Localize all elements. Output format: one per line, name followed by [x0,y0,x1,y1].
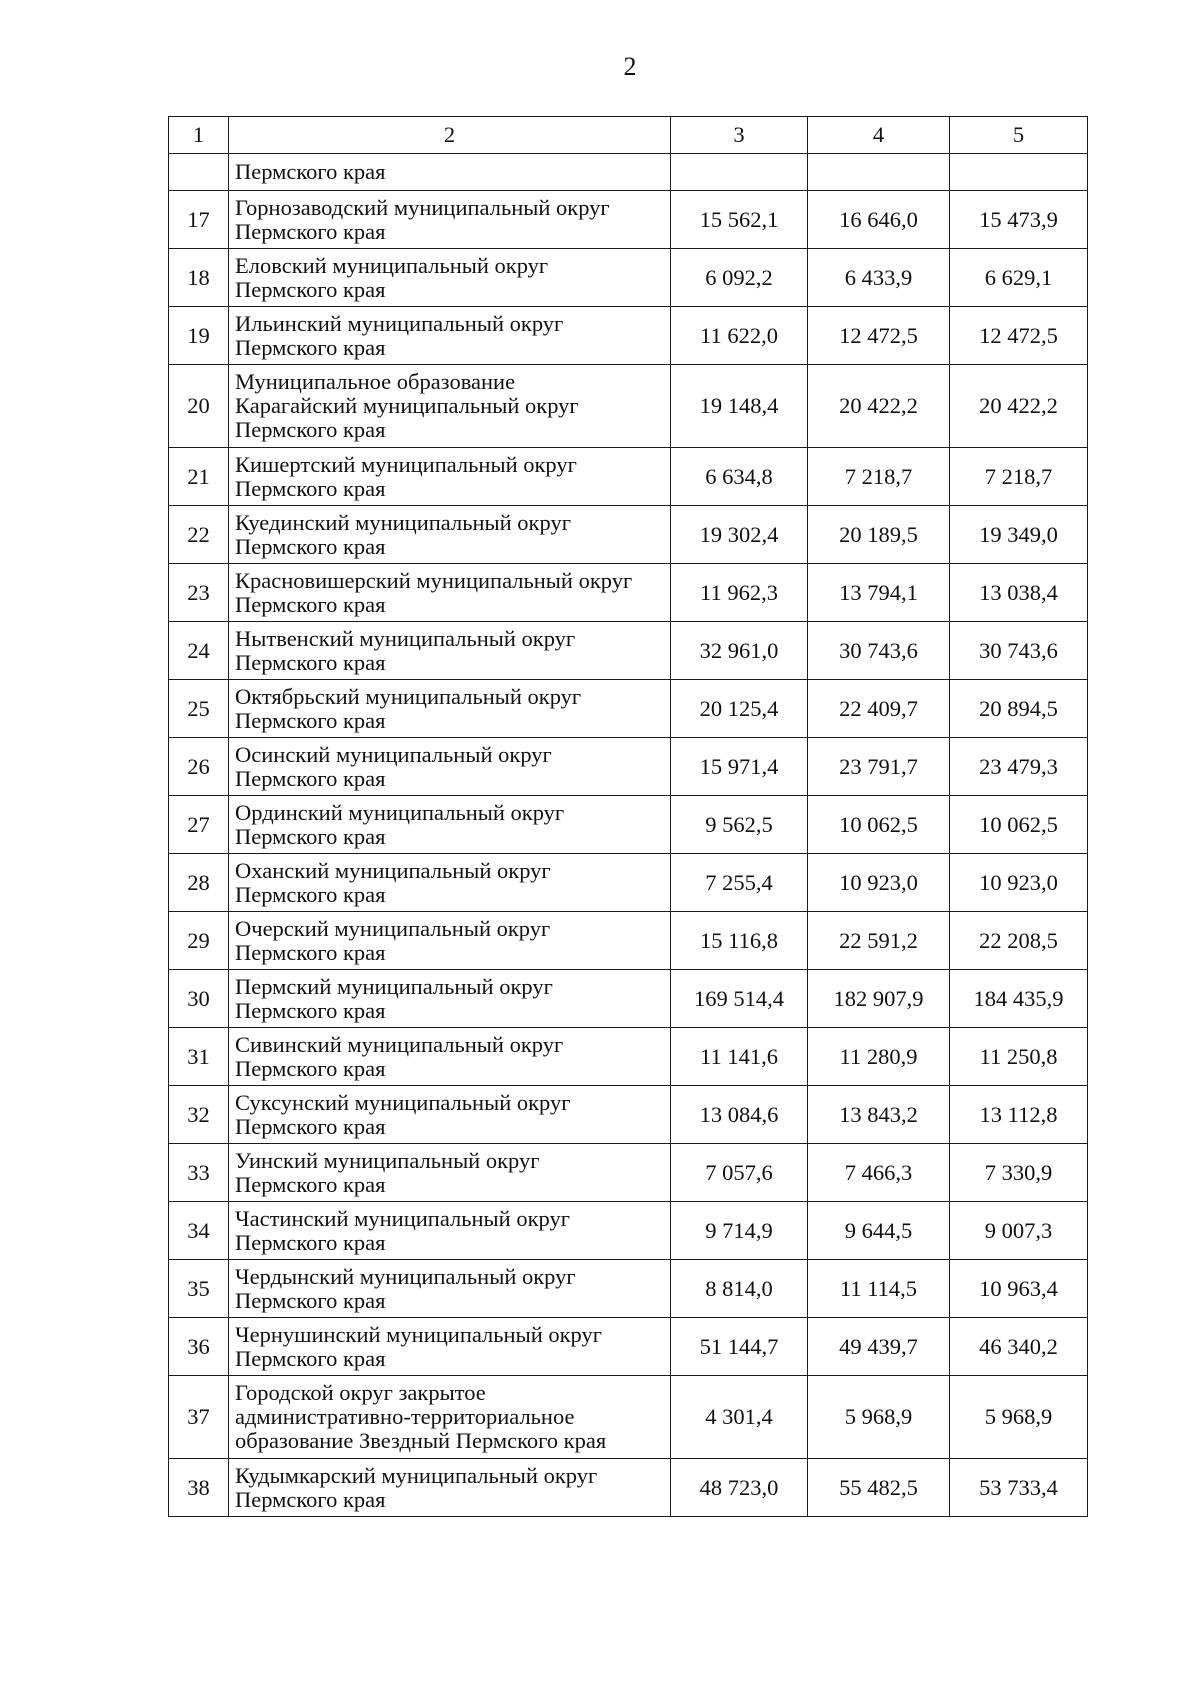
municipality-name-line: Октябрьский муниципальный округ [235,683,582,709]
municipality-name-line: Чернушинский муниципальный округ [235,1321,602,1347]
municipality-name-line: Пермского края [235,649,386,675]
table-row [169,1459,1088,1517]
row-number: 33 [169,1144,229,1202]
value-col-3: 11 141,6 [671,1028,808,1086]
value-col-5: 23 479,3 [950,738,1088,796]
value-col-5: 13 112,8 [950,1086,1088,1144]
municipality-name-line: административно-территориальное [235,1404,575,1429]
row-number: 29 [169,912,229,970]
municipality-name [229,912,671,970]
municipality-name [229,680,671,738]
municipality-name [229,249,671,307]
municipality-name-line: Суксунский муниципальный округ [235,1089,571,1115]
municipality-name-line: Пермского края [235,1486,386,1512]
row-number: 36 [169,1318,229,1376]
value-col-4: 13 843,2 [808,1086,950,1144]
municipality-name-line: Горнозаводский муниципальный округ [235,194,610,220]
value-col-4: 13 794,1 [808,564,950,622]
row-number: 19 [169,307,229,365]
column-header-1: 1 [169,117,229,154]
value-col-3: 6 634,8 [671,448,808,506]
table-row [169,854,1088,912]
municipality-name-line: Еловский муниципальный округ [235,252,549,278]
municipality-name-line: Пермского края [235,1171,386,1197]
value-col-4: 7 466,3 [808,1144,950,1202]
value-col-5: 184 435,9 [950,970,1088,1028]
table-row [169,448,1088,506]
value-col-4: 30 743,6 [808,622,950,680]
municipality-name-line: Пермского края [235,1345,386,1371]
value-col-4: 12 472,5 [808,307,950,365]
table-row [169,796,1088,854]
table-row [169,680,1088,738]
value-col-3: 48 723,0 [671,1459,808,1517]
table-row [169,307,1088,365]
value-col-5: 10 062,5 [950,796,1088,854]
value-col-4: 9 644,5 [808,1202,950,1260]
municipality-name: Пермского края [229,154,671,191]
municipality-name-line: Пермского края [235,475,386,501]
row-number: 38 [169,1459,229,1517]
value-col-4: 16 646,0 [808,191,950,249]
column-header-5: 5 [950,117,1088,154]
table-row [169,912,1088,970]
municipality-name-line: Оханский муниципальный округ [235,857,551,883]
municipality-name [229,622,671,680]
municipality-name-line: Пермский муниципальный округ [235,973,553,999]
table-row [169,249,1088,307]
value-col-3: 20 125,4 [671,680,808,738]
value-col-5: 22 208,5 [950,912,1088,970]
municipality-name-line: Очерский муниципальный округ [235,915,551,941]
table-row [169,365,1088,448]
value-col-4: 22 409,7 [808,680,950,738]
municipality-name-line: образование Звездный Пермского края [235,1428,607,1453]
municipality-name-line: Уинский муниципальный округ [235,1147,540,1173]
municipality-name-line: Кишертский муниципальный округ [235,451,577,477]
column-header-4: 4 [808,117,950,154]
table-row [169,1028,1088,1086]
row-number: 31 [169,1028,229,1086]
table-body [169,154,1088,1517]
row-number: 34 [169,1202,229,1260]
municipality-name-line: Кудымкарский муниципальный округ [235,1462,598,1488]
table-header [169,117,1088,154]
table-row [169,622,1088,680]
municipality-name-line: Нытвенский муниципальный округ [235,625,576,651]
value-col-4: 7 218,7 [808,448,950,506]
value-col-5: 12 472,5 [950,307,1088,365]
municipality-name-line: Пермского края [235,276,386,302]
value-col-3: 6 092,2 [671,249,808,307]
value-col-3: 11 962,3 [671,564,808,622]
value-col-3: 19 302,4 [671,506,808,564]
table-row [169,1086,1088,1144]
row-number: 28 [169,854,229,912]
row-number: 23 [169,564,229,622]
row-number: 21 [169,448,229,506]
municipality-name [229,564,671,622]
column-header-2: 2 [229,117,671,154]
value-col-4: 5 968,9 [808,1376,950,1459]
column-header-3: 3 [671,117,808,154]
value-col-5: 10 923,0 [950,854,1088,912]
table-row [169,1318,1088,1376]
value-col-5: 53 733,4 [950,1459,1088,1517]
value-col-3: 4 301,4 [671,1376,808,1459]
value-col-5: 6 629,1 [950,249,1088,307]
row-number: 17 [169,191,229,249]
municipality-name-line: Пермского края [235,334,386,360]
municipality-name-line: Пермского края [235,765,386,791]
municipality-name [229,1144,671,1202]
value-col-4: 22 591,2 [808,912,950,970]
municipality-name [229,854,671,912]
value-col-5: 19 349,0 [950,506,1088,564]
row-number: 27 [169,796,229,854]
table-row [169,1202,1088,1260]
value-col-5: 30 743,6 [950,622,1088,680]
table-row [169,564,1088,622]
municipality-name [229,970,671,1028]
row-number: 35 [169,1260,229,1318]
municipality-name [229,448,671,506]
table-row [169,1144,1088,1202]
row-number: 18 [169,249,229,307]
municipality-name [229,1318,671,1376]
value-col-5: 20 422,2 [950,365,1088,448]
municipality-name-line: Частинский муниципальный округ [235,1205,570,1231]
municipality-name [229,1028,671,1086]
row-number: 22 [169,506,229,564]
table-row [169,1376,1088,1459]
value-col-5: 5 968,9 [950,1376,1088,1459]
municipality-name [229,1459,671,1517]
municipality-name-line: Пермского края [235,939,386,965]
page-number: 2 [623,52,637,81]
value-col-5: 9 007,3 [950,1202,1088,1260]
value-col-4: 182 907,9 [808,970,950,1028]
table-row [169,191,1088,249]
municipality-name [229,738,671,796]
table-row [169,506,1088,564]
value-col-4: 11 280,9 [808,1028,950,1086]
row-number: 32 [169,1086,229,1144]
value-col-5: 46 340,2 [950,1318,1088,1376]
value-col-4: 10 062,5 [808,796,950,854]
value-col-5: 11 250,8 [950,1028,1088,1086]
municipality-name-line: Ильинский муниципальный округ [235,310,564,336]
value-col-5: 13 038,4 [950,564,1088,622]
budget-table [168,116,1088,1517]
row-number: 37 [169,1376,229,1459]
value-col-3: 9 562,5 [671,796,808,854]
value-col-4: 55 482,5 [808,1459,950,1517]
municipality-name-line: Куединский муниципальный округ [235,509,571,535]
municipality-name-line: Пермского края [235,591,386,617]
municipality-name [229,1376,671,1459]
row-number [169,154,229,191]
value-col-3: 13 084,6 [671,1086,808,1144]
value-col-5: 10 963,4 [950,1260,1088,1318]
municipality-name-line: Красновишерский муниципальный округ [235,567,633,593]
municipality-name-line: Ординский муниципальный округ [235,799,565,825]
value-col-4: 20 422,2 [808,365,950,448]
municipality-name-line: Пермского края [235,707,386,733]
table-row-continuation [169,154,1088,191]
municipality-name-line: Пермского края [235,881,386,907]
value-col-5 [950,154,1088,191]
municipality-name-line: Чердынский муниципальный округ [235,1263,576,1289]
municipality-name-line: Городской округ закрытое [235,1380,486,1405]
municipality-name [229,1086,671,1144]
value-col-3: 9 714,9 [671,1202,808,1260]
value-col-4 [808,154,950,191]
row-number: 30 [169,970,229,1028]
value-col-3: 7 057,6 [671,1144,808,1202]
value-col-3: 32 961,0 [671,622,808,680]
municipality-name-line: Муниципальное образование [235,369,516,394]
municipality-name [229,1260,671,1318]
table-row [169,970,1088,1028]
municipality-name [229,191,671,249]
value-col-3: 8 814,0 [671,1260,808,1318]
municipality-name [229,307,671,365]
value-col-4: 11 114,5 [808,1260,950,1318]
table-row [169,738,1088,796]
value-col-3: 7 255,4 [671,854,808,912]
value-col-3: 15 562,1 [671,191,808,249]
value-col-5: 7 330,9 [950,1144,1088,1202]
municipality-name-line: Пермского края [235,218,386,244]
row-number: 20 [169,365,229,448]
municipality-name-line: Пермского края [235,997,386,1023]
table-row [169,1260,1088,1318]
value-col-3: 169 514,4 [671,970,808,1028]
municipality-name-line: Пермского края [235,1229,386,1255]
municipality-name-line: Пермского края [235,1287,386,1313]
value-col-5: 7 218,7 [950,448,1088,506]
municipality-name-line: Сивинский муниципальный округ [235,1031,564,1057]
municipality-name [229,506,671,564]
value-col-3: 15 116,8 [671,912,808,970]
value-col-4: 49 439,7 [808,1318,950,1376]
municipality-name [229,796,671,854]
value-col-5: 20 894,5 [950,680,1088,738]
municipality-name-line: Пермского края [235,417,386,442]
value-col-3 [671,154,808,191]
value-col-5: 15 473,9 [950,191,1088,249]
municipality-name-line: Пермского края [235,1055,386,1081]
municipality-name [229,365,671,448]
municipality-name [229,1202,671,1260]
row-number: 26 [169,738,229,796]
value-col-4: 23 791,7 [808,738,950,796]
municipality-name-line: Пермского края [235,1113,386,1139]
municipality-name-line: Пермского края [235,823,386,849]
municipality-name-line: Карагайский муниципальный округ [235,393,579,418]
header-row [169,117,1088,154]
value-col-4: 6 433,9 [808,249,950,307]
value-col-3: 51 144,7 [671,1318,808,1376]
value-col-3: 19 148,4 [671,365,808,448]
value-col-3: 11 622,0 [671,307,808,365]
municipality-name-line: Пермского края [235,533,386,559]
value-col-4: 20 189,5 [808,506,950,564]
value-col-3: 15 971,4 [671,738,808,796]
row-number: 25 [169,680,229,738]
row-number: 24 [169,622,229,680]
value-col-4: 10 923,0 [808,854,950,912]
municipality-name-line: Осинский муниципальный округ [235,741,552,767]
